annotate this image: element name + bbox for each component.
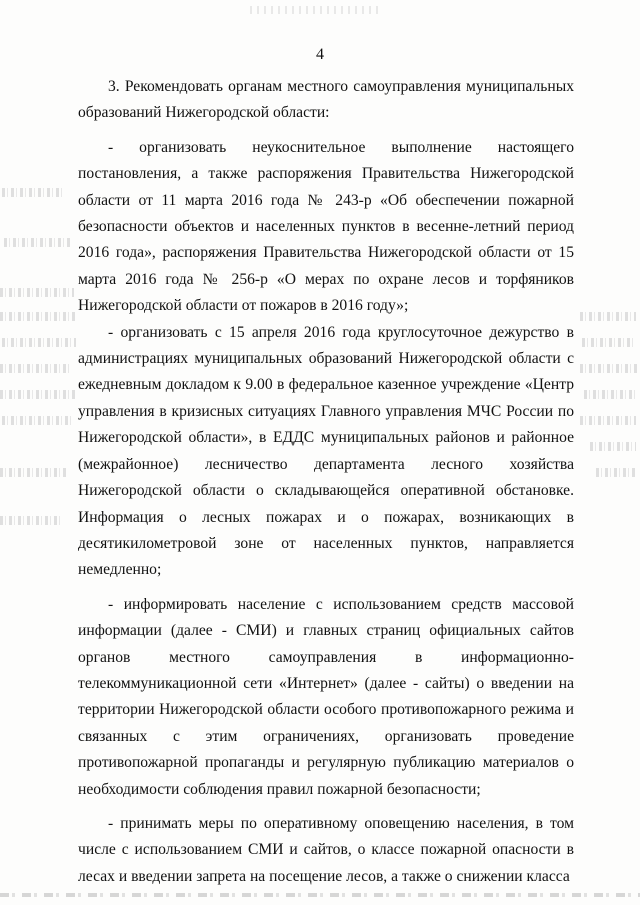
bleed-through-mark — [0, 288, 74, 297]
bleed-through-mark — [596, 468, 636, 477]
bleed-through-mark — [0, 390, 76, 399]
paragraph-organize-duty: - организовать с 15 апреля 2016 года круглосуточное дежурство в администрациях муниципальных образований Нижегородской области с ежедневным докладом к 9.00 в федеральное казенное учреждение «Центр управления в кризисных ситуациях Главного управления МЧС России по Нижегородской области», в ЕДДС муниципальных районов и районное (межрайонное) лесничество департамента лесного хозяйства Нижегородской области о складывающейся оперативной обстановке. Информация о лесных пожарах и о пожарах, возникающих в десятикилометровой зоне от населенных пунктов, направляется немедленно; — [78, 323, 574, 579]
bleed-through-mark — [2, 338, 76, 347]
bleed-through-mark — [580, 312, 636, 321]
bleed-through-mark — [4, 238, 72, 247]
bleed-through-mark — [580, 364, 638, 373]
document-body — [78, 74, 574, 890]
bleed-through-mark — [582, 338, 636, 347]
bleed-through-mark — [584, 390, 636, 399]
bleed-through-mark — [580, 416, 636, 425]
bleed-through-mark — [0, 364, 72, 373]
paragraph-recommendation: 3. Рекомендовать органам местного самоуправления муниципальных образований Нижегородской области: — [78, 78, 574, 122]
bleed-through-mark — [0, 312, 76, 321]
paragraph-organize-execution: - организовать неукоснительное выполнение настоящего постановления, а также распоряжения Правительства Нижегородской области от 11 марта 2016 года № 243-р «Об обеспечении пожарной безопасности объектов и населенных пунктов в весенне-летний период 2016 года», распоряжения Правительства Нижегородской области от 15 марта 2016 года № 256-р «О мерах по охране лесов и торфяников Нижегородской области от пожаров в 2016 году»; — [78, 138, 574, 315]
bleed-through-mark — [2, 188, 62, 197]
bleed-through-mark — [0, 516, 62, 525]
bleed-through-mark — [0, 468, 66, 477]
paragraph-inform-population: - информировать население с использованием средств массовой информации (далее - СМИ) и главных страниц официальных сайтов органов местного самоуправления в информационно-телекоммуникационной сети «Интернет» (далее - сайты) о введении на территории Нижегородской области особого противопожарного режима и связанных с этим ограничениях, организовать проведение противопожарной пропаганды и регулярную публикацию материалов о необходимости соблюдения правил пожарной безопасности; — [78, 595, 574, 798]
scan-noise-top — [250, 6, 380, 14]
bleed-through-mark — [590, 442, 636, 451]
scan-noise-bottom — [0, 893, 640, 897]
bleed-through-mark — [2, 416, 72, 425]
page-number: 4 — [316, 46, 324, 63]
paragraph-take-measures: - принимать меры по оперативному оповещению населения, в том числе с использованием СМИ и сайтов, о классе пожарной опасности в лесах и введении запрета на посещение лесов, а также о снижении класса — [78, 814, 574, 885]
